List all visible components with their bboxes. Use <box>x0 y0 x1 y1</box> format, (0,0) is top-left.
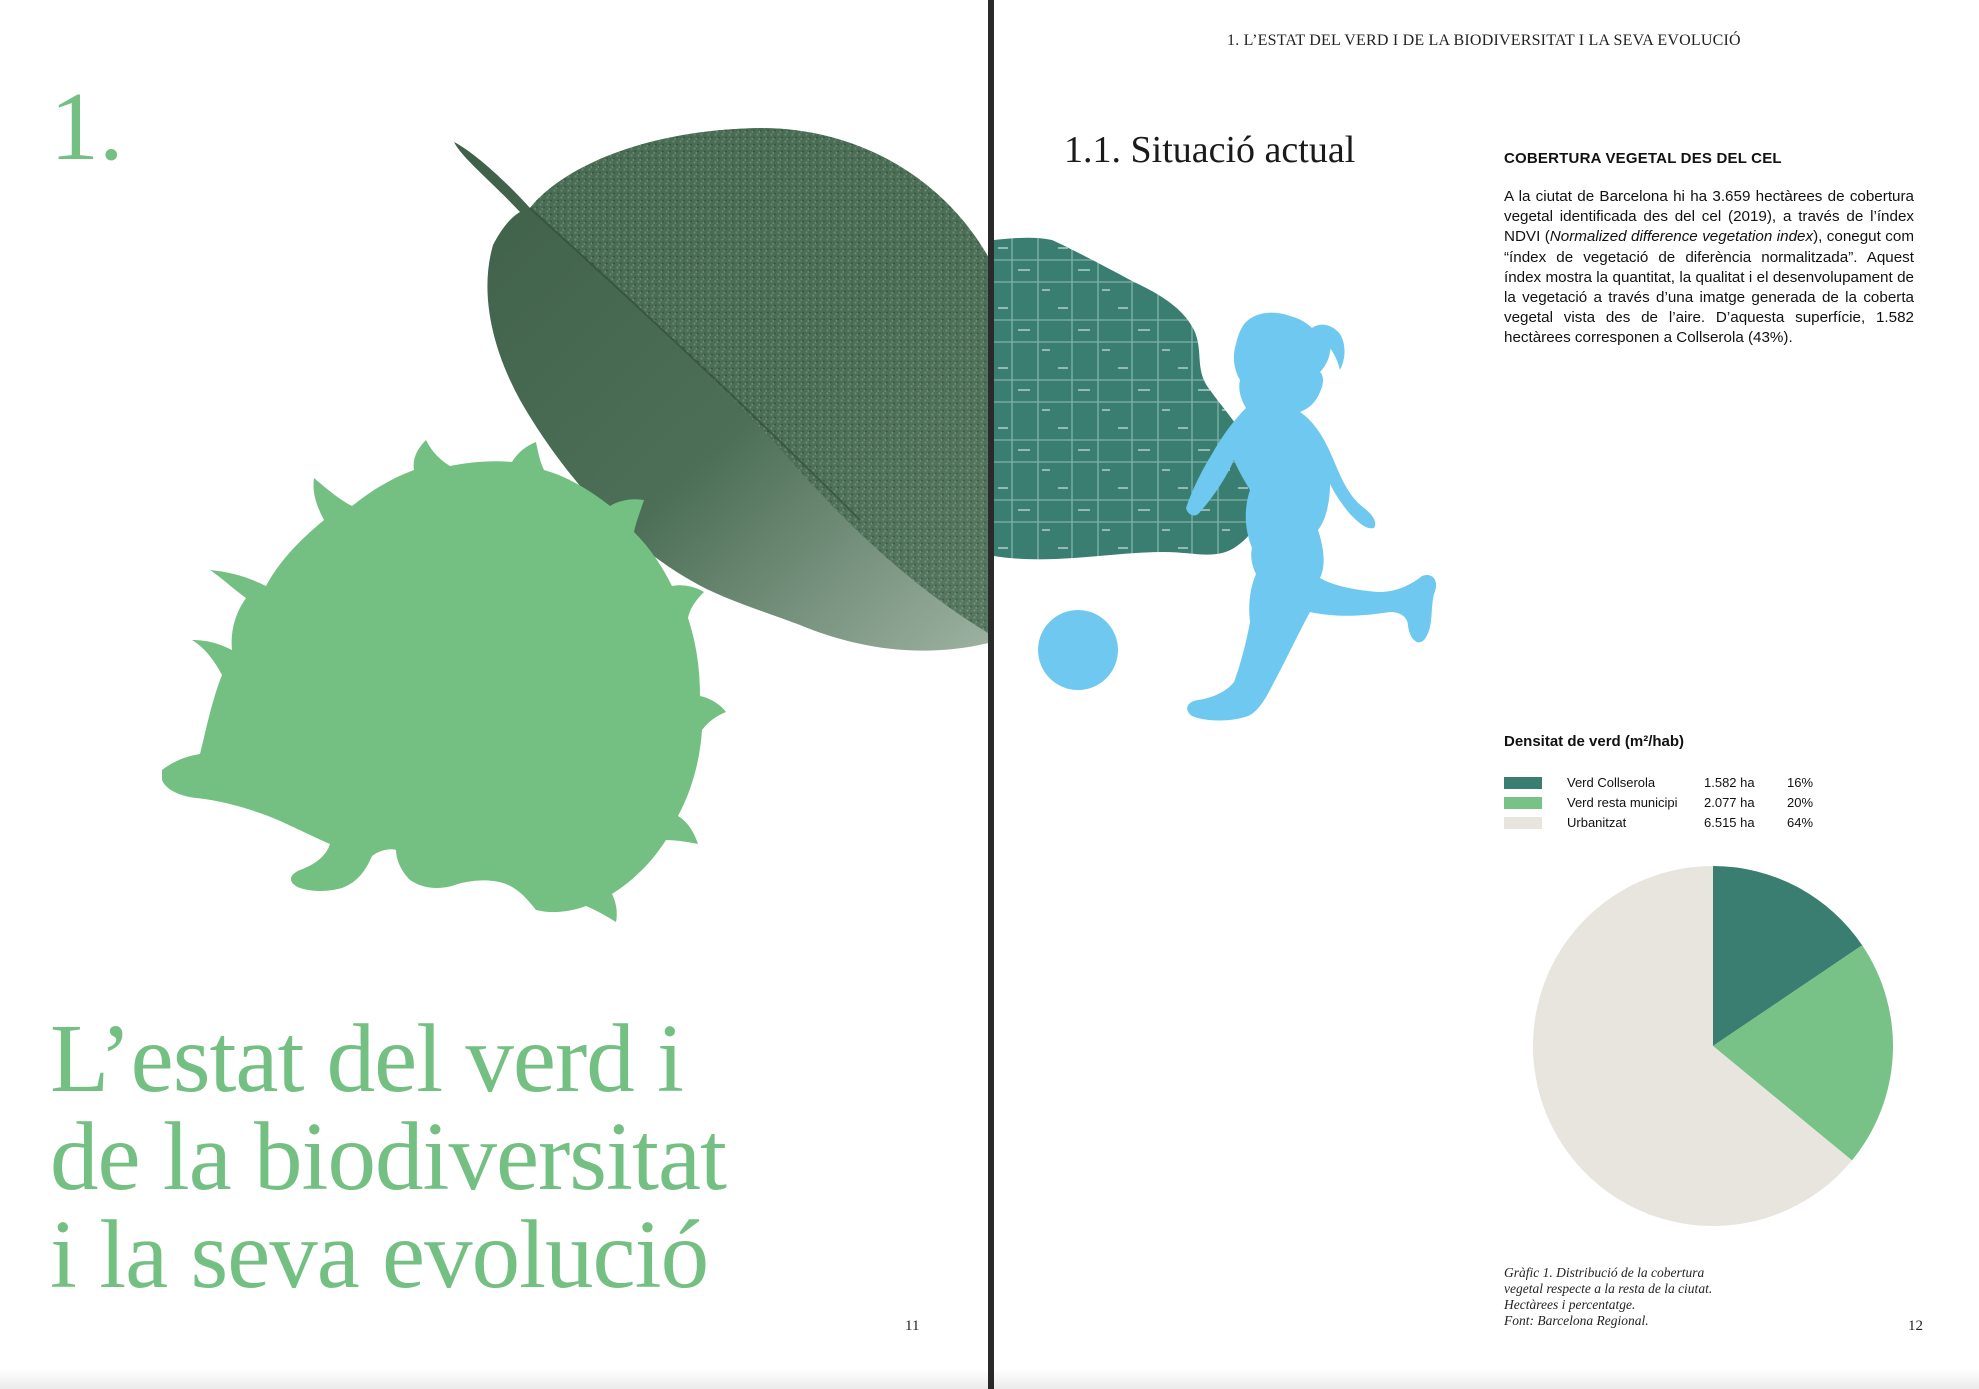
body-text-part: A la ciutat de Barcelona hi ha 3.659 hectàrees de cobertura vegetal identificada des del cel (2019), a través de l’índex NDVI ( <box>1504 188 1914 246</box>
section-heading: 1.1. Situació actual <box>1064 129 1356 171</box>
chart-caption <box>1504 1265 1744 1329</box>
legend-percentage: 16% <box>1787 775 1814 790</box>
chart-source: Font: Barcelona Regional. <box>1504 1313 1649 1328</box>
chapter-title-line: de la biodiversitat <box>50 1103 726 1210</box>
left-page <box>0 0 988 1389</box>
pie-chart <box>994 0 1979 1389</box>
chapter-number: 1. <box>50 73 124 181</box>
page-number-left: 11 <box>905 1318 920 1334</box>
right-page <box>994 0 1979 1389</box>
chapter-title <box>50 1005 930 1308</box>
legend-value: 2.077 ha <box>1704 795 1755 810</box>
page-bottom-shadow <box>0 1369 1979 1389</box>
running-header: 1. L’ESTAT DEL VERD I DE LA BIODIVERSITAT I LA SEVA EVOLUCIÓ <box>1227 32 1741 49</box>
legend-percentage: 20% <box>1787 795 1814 810</box>
legend-label: Verd resta municipi <box>1567 795 1678 810</box>
legend-value: 1.582 ha <box>1704 775 1755 790</box>
body-text-part: ), conegut com “índex de vegetació de diferència normalitzada”. Aquest índex mostra la quantitat, la qualitat i el desenvolupament de la vegetació a través d’una imatge generada de la coberta vegetal vista des de l’aire. D’aquesta superfície, 1.582 hectàrees corresponen a Collserola (43%). <box>1504 228 1914 347</box>
legend-label: Urbanitzat <box>1567 815 1627 830</box>
body-text-italic: Normalized difference vegetation index <box>1549 228 1814 246</box>
legend-value: 6.515 ha <box>1704 815 1755 830</box>
caption-line: Gràfic 1. Distribució de la cobertura <box>1504 1265 1705 1280</box>
caption-line: Hectàrees i percentatge. <box>1504 1297 1636 1312</box>
page-number-right: 12 <box>1908 1318 1923 1334</box>
legend-percentage: 64% <box>1787 815 1814 830</box>
legend-label: Verd Collserola <box>1567 775 1656 790</box>
block-heading: COBERTURA VEGETAL DES DEL CEL <box>1504 150 1782 167</box>
chart-title: Densitat de verd (m²/hab) <box>1504 733 1685 750</box>
chapter-title-line: L’estat del verd i <box>50 1005 683 1112</box>
chapter-title-line: i la seva evolució <box>50 1201 709 1308</box>
caption-line: vegetal respecte a la resta de la ciutat. <box>1504 1281 1713 1296</box>
